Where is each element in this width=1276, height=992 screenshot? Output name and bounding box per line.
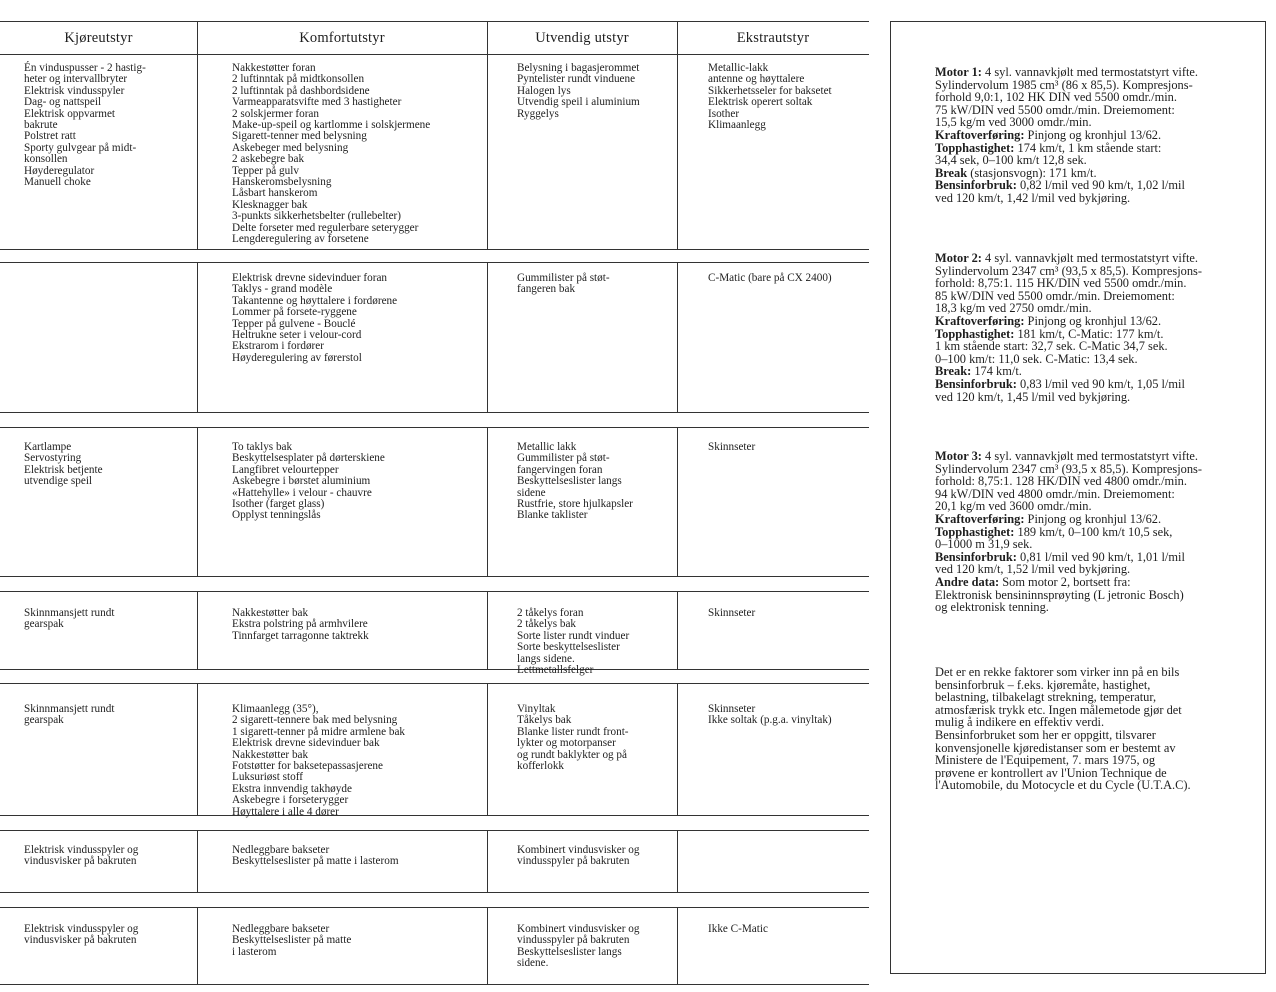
cell-line: vindusspyler på bakruten bbox=[517, 855, 630, 868]
spec-label: Kraftoverføring: bbox=[935, 127, 1025, 142]
cell-line: Tåkelys bak bbox=[517, 714, 572, 727]
table-row bbox=[0, 53, 869, 250]
header-ekstrautstyr: Ekstrautstyr bbox=[736, 30, 810, 46]
spec-text: ved 120 km/t, 1,42 l/mil ved bykjøring. bbox=[935, 190, 1131, 205]
cell-line: Blanke lister rundt front- bbox=[517, 725, 629, 738]
table-row bbox=[0, 907, 869, 985]
cell-line: Kartlampe bbox=[24, 441, 72, 453]
cell-line: Beskyttelsesplater på dørterskiene bbox=[232, 452, 385, 465]
spec-text: Pinjong og kronhjul 13/62. bbox=[1024, 127, 1162, 142]
cell-kjoreutstyr bbox=[24, 442, 103, 488]
spec-text: ved 120 km/t, 1,52 l/mil ved bykjøring. bbox=[935, 562, 1131, 577]
cell-line: kofferlokk bbox=[517, 760, 565, 773]
spec-label: Motor 3: bbox=[935, 449, 982, 463]
cell-kjoreutstyr bbox=[24, 924, 138, 947]
cell-kjoreutstyr bbox=[24, 608, 114, 631]
spec-text: 4 syl. vannavkjølt med termostatstyrt vifte. bbox=[981, 251, 1199, 265]
cell-line: Kombinert vindusvisker og bbox=[517, 844, 640, 856]
column-divider bbox=[487, 831, 488, 892]
spec-label: Break bbox=[935, 165, 968, 180]
cell-line: Isother (farget glass) bbox=[232, 498, 325, 511]
cell-line: Sigarett-tenner med belysning bbox=[232, 130, 367, 143]
spec-text: (stasjonsvogn): 171 km/t. bbox=[967, 165, 1097, 180]
cell-line: Låsbart hanskerom bbox=[232, 187, 318, 200]
cell-line: Hanskeromsbelysning bbox=[232, 176, 332, 189]
spec-text: 94 kW/DIN ved 4800 omdr./min. Dreiemoment: bbox=[935, 486, 1175, 501]
column-divider bbox=[677, 53, 678, 249]
cell-line: C-Matic (bare på CX 2400) bbox=[708, 272, 832, 284]
cell-ekstrautstyr bbox=[708, 608, 755, 619]
table-row bbox=[0, 262, 869, 413]
column-divider bbox=[197, 831, 198, 892]
spec-text: 0,81 l/mil ved 90 km/t, 1,01 l/mil bbox=[1016, 549, 1185, 564]
spec-text: og elektronisk tenning. bbox=[935, 600, 1049, 615]
note-line: Ministere de l'Equipement, 7. mars 1975, og bbox=[935, 753, 1156, 768]
cell-line: Kombinert vindusvisker og bbox=[517, 923, 640, 935]
cell-line: Askebegre i børstet aluminium bbox=[232, 475, 371, 488]
column-divider bbox=[197, 592, 198, 669]
column-divider bbox=[487, 53, 488, 249]
cell-line: Elektrisk operert soltak bbox=[708, 96, 813, 109]
note-line: l'Automobile, du Motocycle et du Cycle (U.T.A.C). bbox=[935, 778, 1191, 793]
spec-label: Kraftoverføring: bbox=[935, 511, 1025, 526]
cell-line: Ekstra polstring på armhvilere bbox=[232, 618, 368, 631]
cell-line: Ikke soltak (p.g.a. vinyltak) bbox=[708, 714, 832, 727]
cell-utvendig-utstyr bbox=[517, 845, 639, 868]
cell-line: Skinnseter bbox=[708, 703, 756, 715]
column-divider bbox=[677, 592, 678, 669]
spec-text: Pinjong og kronhjul 13/62. bbox=[1024, 313, 1162, 328]
spec-label: Topphastighet: bbox=[935, 140, 1015, 155]
cell-line: Langfibret velourtepper bbox=[232, 463, 339, 476]
spec-text: 0,82 l/mil ved 90 km/t, 1,02 l/mil bbox=[1016, 178, 1185, 193]
cell-line: Lommer på forsete-ryggene bbox=[232, 306, 357, 319]
cell-line: Ekstra innvendig takhøyde bbox=[232, 782, 352, 795]
cell-line: Takantenne og høyttalere i fordørene bbox=[232, 294, 398, 307]
cell-line: Beskyttelseslister på matte i lasterom bbox=[232, 855, 399, 868]
cell-line: Nakkestøtter bak bbox=[232, 607, 309, 619]
spec-text: 75 kW/DIN ved 5500 omdr./min. Dreiemoment: bbox=[935, 102, 1175, 117]
cell-komfortutstyr bbox=[232, 63, 430, 246]
cell-line: Nakkestøtter bak bbox=[232, 748, 309, 761]
cell-line: Pyntelister rundt vinduene bbox=[517, 73, 636, 86]
cell-line: 2 askebegre bak bbox=[232, 153, 305, 166]
cell-line: bakrute bbox=[24, 119, 58, 132]
spec-line bbox=[935, 601, 1202, 614]
cell-line: Sporty gulvgear på midt- bbox=[24, 141, 137, 154]
cell-line: utvendige speil bbox=[24, 475, 93, 488]
note-line: Det er en rekke faktorer som virker inn på en bils bbox=[935, 665, 1180, 679]
column-divider bbox=[197, 684, 198, 815]
cell-ekstrautstyr bbox=[708, 924, 768, 935]
spec-text: 0–100 km/t: 11,0 sek. C-Matic: 13,4 sek. bbox=[935, 351, 1138, 366]
cell-line: Ryggelys bbox=[517, 107, 559, 120]
cell-line: Servostyring bbox=[24, 452, 82, 465]
motor-spec-2 bbox=[935, 252, 1202, 403]
cell-line: Luksuriøst stoff bbox=[232, 771, 303, 784]
column-divider bbox=[677, 908, 678, 984]
cell-line: Nedleggbare bakseter bbox=[232, 923, 330, 935]
cell-line: To taklys bak bbox=[232, 441, 293, 453]
spec-text: 0–1000 m 31,9 sek. bbox=[935, 537, 1033, 552]
spec-text: ved 120 km/t, 1,45 l/mil ved bykjøring. bbox=[935, 389, 1131, 404]
cell-line: Beskyttelseslister langs bbox=[517, 475, 622, 488]
cell-line: Askebegre i forseterygger bbox=[232, 794, 349, 807]
spec-text: 20,1 kg/m ved 3600 omdr./min. bbox=[935, 499, 1092, 514]
cell-komfortutstyr bbox=[232, 442, 385, 522]
column-divider bbox=[197, 908, 198, 984]
cell-line: Skinnseter bbox=[708, 441, 756, 453]
cell-line: Høyttalere i alle 4 dører bbox=[232, 805, 339, 818]
cell-line: 2 luftinntak på midtkonsollen bbox=[232, 73, 365, 86]
spec-text: forhold: 8,75:1. 128 HK/DIN ved 4800 omdr./min. bbox=[935, 474, 1187, 489]
cell-line: Ekstrarom i fordører bbox=[232, 340, 324, 353]
fuel-consumption-note bbox=[935, 666, 1191, 792]
cell-line: Klimaanlegg (35°), bbox=[232, 703, 319, 715]
cell-komfortutstyr bbox=[232, 608, 369, 642]
cell-line: «Hattehylle» i velour - chauvre bbox=[232, 486, 372, 499]
cell-line: 3-punkts sikkerhetsbelter (rullebelter) bbox=[232, 210, 401, 223]
cell-line: Rustfrie, store hjulkapsler bbox=[517, 498, 633, 511]
cell-line: Manuell choke bbox=[24, 176, 91, 189]
motor-spec-3 bbox=[935, 450, 1202, 614]
spec-text: 1 km stående start: 32,7 sek. C-Matic 34,7 sek. bbox=[935, 339, 1168, 354]
cell-line: Vinyltak bbox=[517, 703, 556, 715]
cell-line: Tepper på gulv bbox=[232, 164, 299, 177]
cell-line: Skinnmansjett rundt bbox=[24, 607, 115, 619]
spec-line bbox=[935, 391, 1202, 404]
table-row bbox=[0, 830, 869, 893]
spec-text: 0,83 l/mil ved 90 km/t, 1,05 l/mil bbox=[1016, 376, 1185, 391]
cell-line: Lengderegulering av forsetene bbox=[232, 233, 369, 246]
cell-line: heter og intervallbryter bbox=[24, 73, 128, 86]
cell-line: Elektrisk vindusspyler bbox=[24, 84, 125, 97]
cell-komfortutstyr bbox=[232, 845, 399, 868]
table-row bbox=[0, 427, 869, 577]
specs-panel bbox=[890, 21, 1266, 974]
cell-line: Utvendig speil i aluminium bbox=[517, 96, 640, 109]
column-divider bbox=[487, 684, 488, 815]
cell-utvendig-utstyr bbox=[517, 704, 629, 772]
spec-label: Topphastighet: bbox=[935, 326, 1015, 341]
cell-line: Delte forseter med regulerbare seterygger bbox=[232, 221, 419, 234]
cell-line: 2 solskjermer foran bbox=[232, 107, 319, 120]
spec-text: 85 kW/DIN ved 5500 omdr./min. Dreiemoment: bbox=[935, 288, 1175, 303]
note-line: bensinforbruk – f.eks. kjøremåte, hastighet, bbox=[935, 677, 1151, 692]
cell-kjoreutstyr bbox=[24, 704, 114, 727]
cell-line: Elektrisk vindusspyler og bbox=[24, 923, 139, 935]
spec-text: Sylindervolum 2347 cm³ (93,5 x 85,5). Kompresjons- bbox=[935, 461, 1202, 476]
table-row bbox=[0, 591, 869, 677]
cell-line: Belysning i bagasjerommet bbox=[517, 62, 640, 74]
cell-line: Metallic-lakk bbox=[708, 62, 769, 74]
cell-line: fangervingen foran bbox=[517, 463, 603, 476]
spec-label: Kraftoverføring: bbox=[935, 313, 1025, 328]
spec-text: 181 km/t, C-Matic: 177 km/t. bbox=[1014, 326, 1164, 341]
cell-kjoreutstyr bbox=[24, 845, 138, 868]
cell-line: Én vinduspusser - 2 hastig- bbox=[24, 62, 146, 74]
cell-line: lykter og motorpanser bbox=[517, 737, 616, 750]
spec-label: Motor 2: bbox=[935, 251, 982, 265]
cell-line: sidene. bbox=[517, 957, 549, 970]
note-line: mulig å indikere en effektiv verdi. bbox=[935, 715, 1105, 730]
cell-line: Skinnseter bbox=[708, 607, 756, 619]
cell-line: gearspak bbox=[24, 714, 64, 727]
column-divider bbox=[487, 263, 488, 412]
spec-line bbox=[935, 192, 1198, 205]
spec-text: 34,4 sek, 0–100 km/t 12,8 sek. bbox=[935, 153, 1087, 168]
spec-text: 4 syl. vannavkjølt med termostatstyrt vifte. bbox=[981, 449, 1199, 463]
cell-line: Skinnmansjett rundt bbox=[24, 703, 115, 715]
spec-label: Bensinforbruk: bbox=[935, 549, 1017, 564]
spec-text: Pinjong og kronhjul 13/62. bbox=[1024, 511, 1162, 526]
cell-line: Elektrisk betjente bbox=[24, 463, 103, 476]
cell-utvendig-utstyr bbox=[517, 608, 629, 676]
spec-label: Break: bbox=[935, 364, 972, 379]
column-divider bbox=[197, 53, 198, 249]
cell-utvendig-utstyr bbox=[517, 63, 640, 120]
cell-line: Elektrisk vindusspyler og bbox=[24, 844, 139, 856]
note-line: atmosfærisk trykk etc. Ingen målemetode gjør det bbox=[935, 702, 1182, 717]
spec-label: Bensinforbruk: bbox=[935, 178, 1017, 193]
cell-line: antenne og høyttalere bbox=[708, 73, 805, 86]
spec-label: Topphastighet: bbox=[935, 524, 1015, 539]
cell-komfortutstyr bbox=[232, 924, 351, 958]
cell-ekstrautstyr bbox=[708, 442, 755, 453]
cell-kjoreutstyr bbox=[24, 63, 146, 188]
cell-line: 2 luftinntak på dashbordsidene bbox=[232, 84, 370, 97]
cell-utvendig-utstyr bbox=[517, 924, 639, 970]
cell-line: Høyderegulator bbox=[24, 164, 95, 177]
cell-line: 2 sigarett-tennere bak med belysning bbox=[232, 714, 398, 727]
cell-line: vindusvisker på bakruten bbox=[24, 855, 137, 868]
column-divider bbox=[487, 908, 488, 984]
cell-line: fangeren bak bbox=[517, 283, 576, 296]
column-divider bbox=[677, 831, 678, 892]
cell-line: Klesknagger bak bbox=[232, 198, 308, 211]
cell-line: 2 tåkelys bak bbox=[517, 618, 577, 631]
spec-text: forhold: 8,75:1. 115 HK/DIN ved 5500 omdr./min. bbox=[935, 276, 1187, 291]
column-divider bbox=[487, 428, 488, 576]
spec-text: 174 km/t. bbox=[971, 364, 1022, 379]
column-divider bbox=[677, 684, 678, 815]
spec-label: Bensinforbruk: bbox=[935, 376, 1017, 391]
spec-text: Elektronisk bensininnsprøyting (L jetronic Bosch) bbox=[935, 587, 1184, 602]
header-utvendig-utstyr: Utvendig utstyr bbox=[535, 30, 629, 46]
table-row bbox=[0, 683, 869, 816]
note-line: konvensjonelle kjøredistanser som er bestemt av bbox=[935, 740, 1176, 755]
cell-line: Beskyttelseslister på matte bbox=[232, 934, 352, 947]
header-kjoreutstyr: Kjøreutstyr bbox=[64, 30, 133, 46]
table-header-row bbox=[0, 21, 869, 55]
cell-line: Høyderegulering av førerstol bbox=[232, 351, 362, 364]
equipment-table bbox=[0, 21, 869, 982]
cell-line: Halogen lys bbox=[517, 84, 571, 97]
cell-line: Gummilister på støt- bbox=[517, 452, 610, 465]
cell-line: Metallic lakk bbox=[517, 441, 577, 453]
spec-label: Andre data: bbox=[935, 574, 1000, 589]
cell-line: Klimaanlegg bbox=[708, 119, 766, 132]
cell-line: Elektrisk drevne sidevinduer bak bbox=[232, 737, 380, 750]
cell-line: Tinnfarget tarragonne taktrekk bbox=[232, 629, 369, 642]
cell-line: Blanke taklister bbox=[517, 509, 588, 522]
header-komfortutstyr: Komfortutstyr bbox=[299, 30, 385, 46]
spec-text: 174 km/t, 1 km stående start: bbox=[1014, 140, 1162, 155]
column-divider bbox=[487, 592, 488, 669]
column-divider bbox=[197, 428, 198, 576]
cell-line: 1 sigarett-tenner på midre armlene bak bbox=[232, 725, 406, 738]
spec-text: forhold 9,0:1, 102 HK DIN ved 5500 omdr./min. bbox=[935, 90, 1177, 105]
cell-line: Polstret ratt bbox=[24, 130, 76, 143]
cell-line: Elektrisk oppvarmet bbox=[24, 107, 116, 120]
cell-line: og rundt baklykter og på bbox=[517, 748, 627, 761]
motor-spec-1 bbox=[935, 66, 1198, 205]
cell-line: Tepper på gulvene - Bouclé bbox=[232, 317, 356, 330]
spec-label: Motor 1: bbox=[935, 65, 982, 79]
cell-line: 2 tåkelys foran bbox=[517, 607, 584, 619]
cell-ekstrautstyr bbox=[708, 63, 832, 131]
cell-line: Varmeapparatsvifte med 3 hastigheter bbox=[232, 96, 402, 109]
cell-line: Heltrukne seter i velour-cord bbox=[232, 329, 362, 342]
cell-line: vindusspyler på bakruten bbox=[517, 934, 630, 947]
spec-text: 15,5 kg/m ved 3000 omdr./min. bbox=[935, 115, 1092, 130]
cell-line: Nakkestøtter foran bbox=[232, 62, 316, 74]
cell-line: langs sidene. bbox=[517, 652, 575, 665]
note-line: Bensinforbruket som her er oppgitt, tilsvarer bbox=[935, 727, 1156, 742]
cell-line: Opplyst tenningslås bbox=[232, 509, 321, 522]
spec-text: Sylindervolum 1985 cm³ (86 x 85,5). Kompresjons- bbox=[935, 77, 1193, 92]
cell-line: Dag- og nattspeil bbox=[24, 96, 102, 109]
cell-ekstrautstyr bbox=[708, 273, 832, 284]
cell-line: Make-up-speil og kartlomme i solskjermene bbox=[232, 119, 431, 132]
cell-line: Taklys - grand modèle bbox=[232, 283, 333, 296]
cell-line: Nedleggbare bakseter bbox=[232, 844, 330, 856]
cell-line: Askebeger med belysning bbox=[232, 141, 349, 154]
spec-text: 18,3 kg/m ved 2750 omdr./min. bbox=[935, 301, 1092, 316]
cell-line: Ikke C-Matic bbox=[708, 923, 768, 935]
cell-utvendig-utstyr bbox=[517, 273, 610, 296]
cell-line: Beskyttelseslister langs bbox=[517, 945, 622, 958]
column-divider bbox=[677, 428, 678, 576]
cell-ekstrautstyr bbox=[708, 704, 832, 727]
spec-text: Som motor 2, bortsett fra: bbox=[999, 574, 1131, 589]
spec-text: 189 km/t, 0–100 km/t 10,5 sek, bbox=[1014, 524, 1173, 539]
cell-line: konsollen bbox=[24, 153, 68, 166]
cell-line: Sorte beskyttelseslister bbox=[517, 641, 620, 654]
cell-line: Gummilister på støt- bbox=[517, 272, 610, 284]
cell-line: Fotstøtter for baksetepassasjerene bbox=[232, 760, 383, 773]
spec-text: Sylindervolum 2347 cm³ (93,5 x 85,5). Kompresjons- bbox=[935, 263, 1202, 278]
spec-text: 4 syl. vannavkjølt med termostatstyrt vifte. bbox=[981, 65, 1199, 79]
cell-line: gearspak bbox=[24, 618, 64, 631]
cell-komfortutstyr bbox=[232, 273, 397, 364]
cell-line: Elektrisk drevne sidevinduer foran bbox=[232, 272, 388, 284]
cell-utvendig-utstyr bbox=[517, 442, 633, 522]
cell-line: Sikkerhetsseler for baksetet bbox=[708, 84, 832, 97]
cell-line: Lettmetallsfelger bbox=[517, 664, 594, 677]
cell-line: Isother bbox=[708, 107, 740, 120]
cell-line: Sorte lister rundt vinduer bbox=[517, 629, 630, 642]
cell-komfortutstyr bbox=[232, 704, 405, 818]
cell-line: sidene bbox=[517, 486, 546, 499]
cell-line: vindusvisker på bakruten bbox=[24, 934, 137, 947]
note-line: belastning, tilbakelagt strekning, temperatur, bbox=[935, 690, 1157, 705]
cell-line: i lasterom bbox=[232, 945, 277, 958]
column-divider bbox=[197, 263, 198, 412]
column-divider bbox=[677, 263, 678, 412]
note-line: prøvene er kontrollert av l'Union Technique de bbox=[935, 765, 1167, 780]
